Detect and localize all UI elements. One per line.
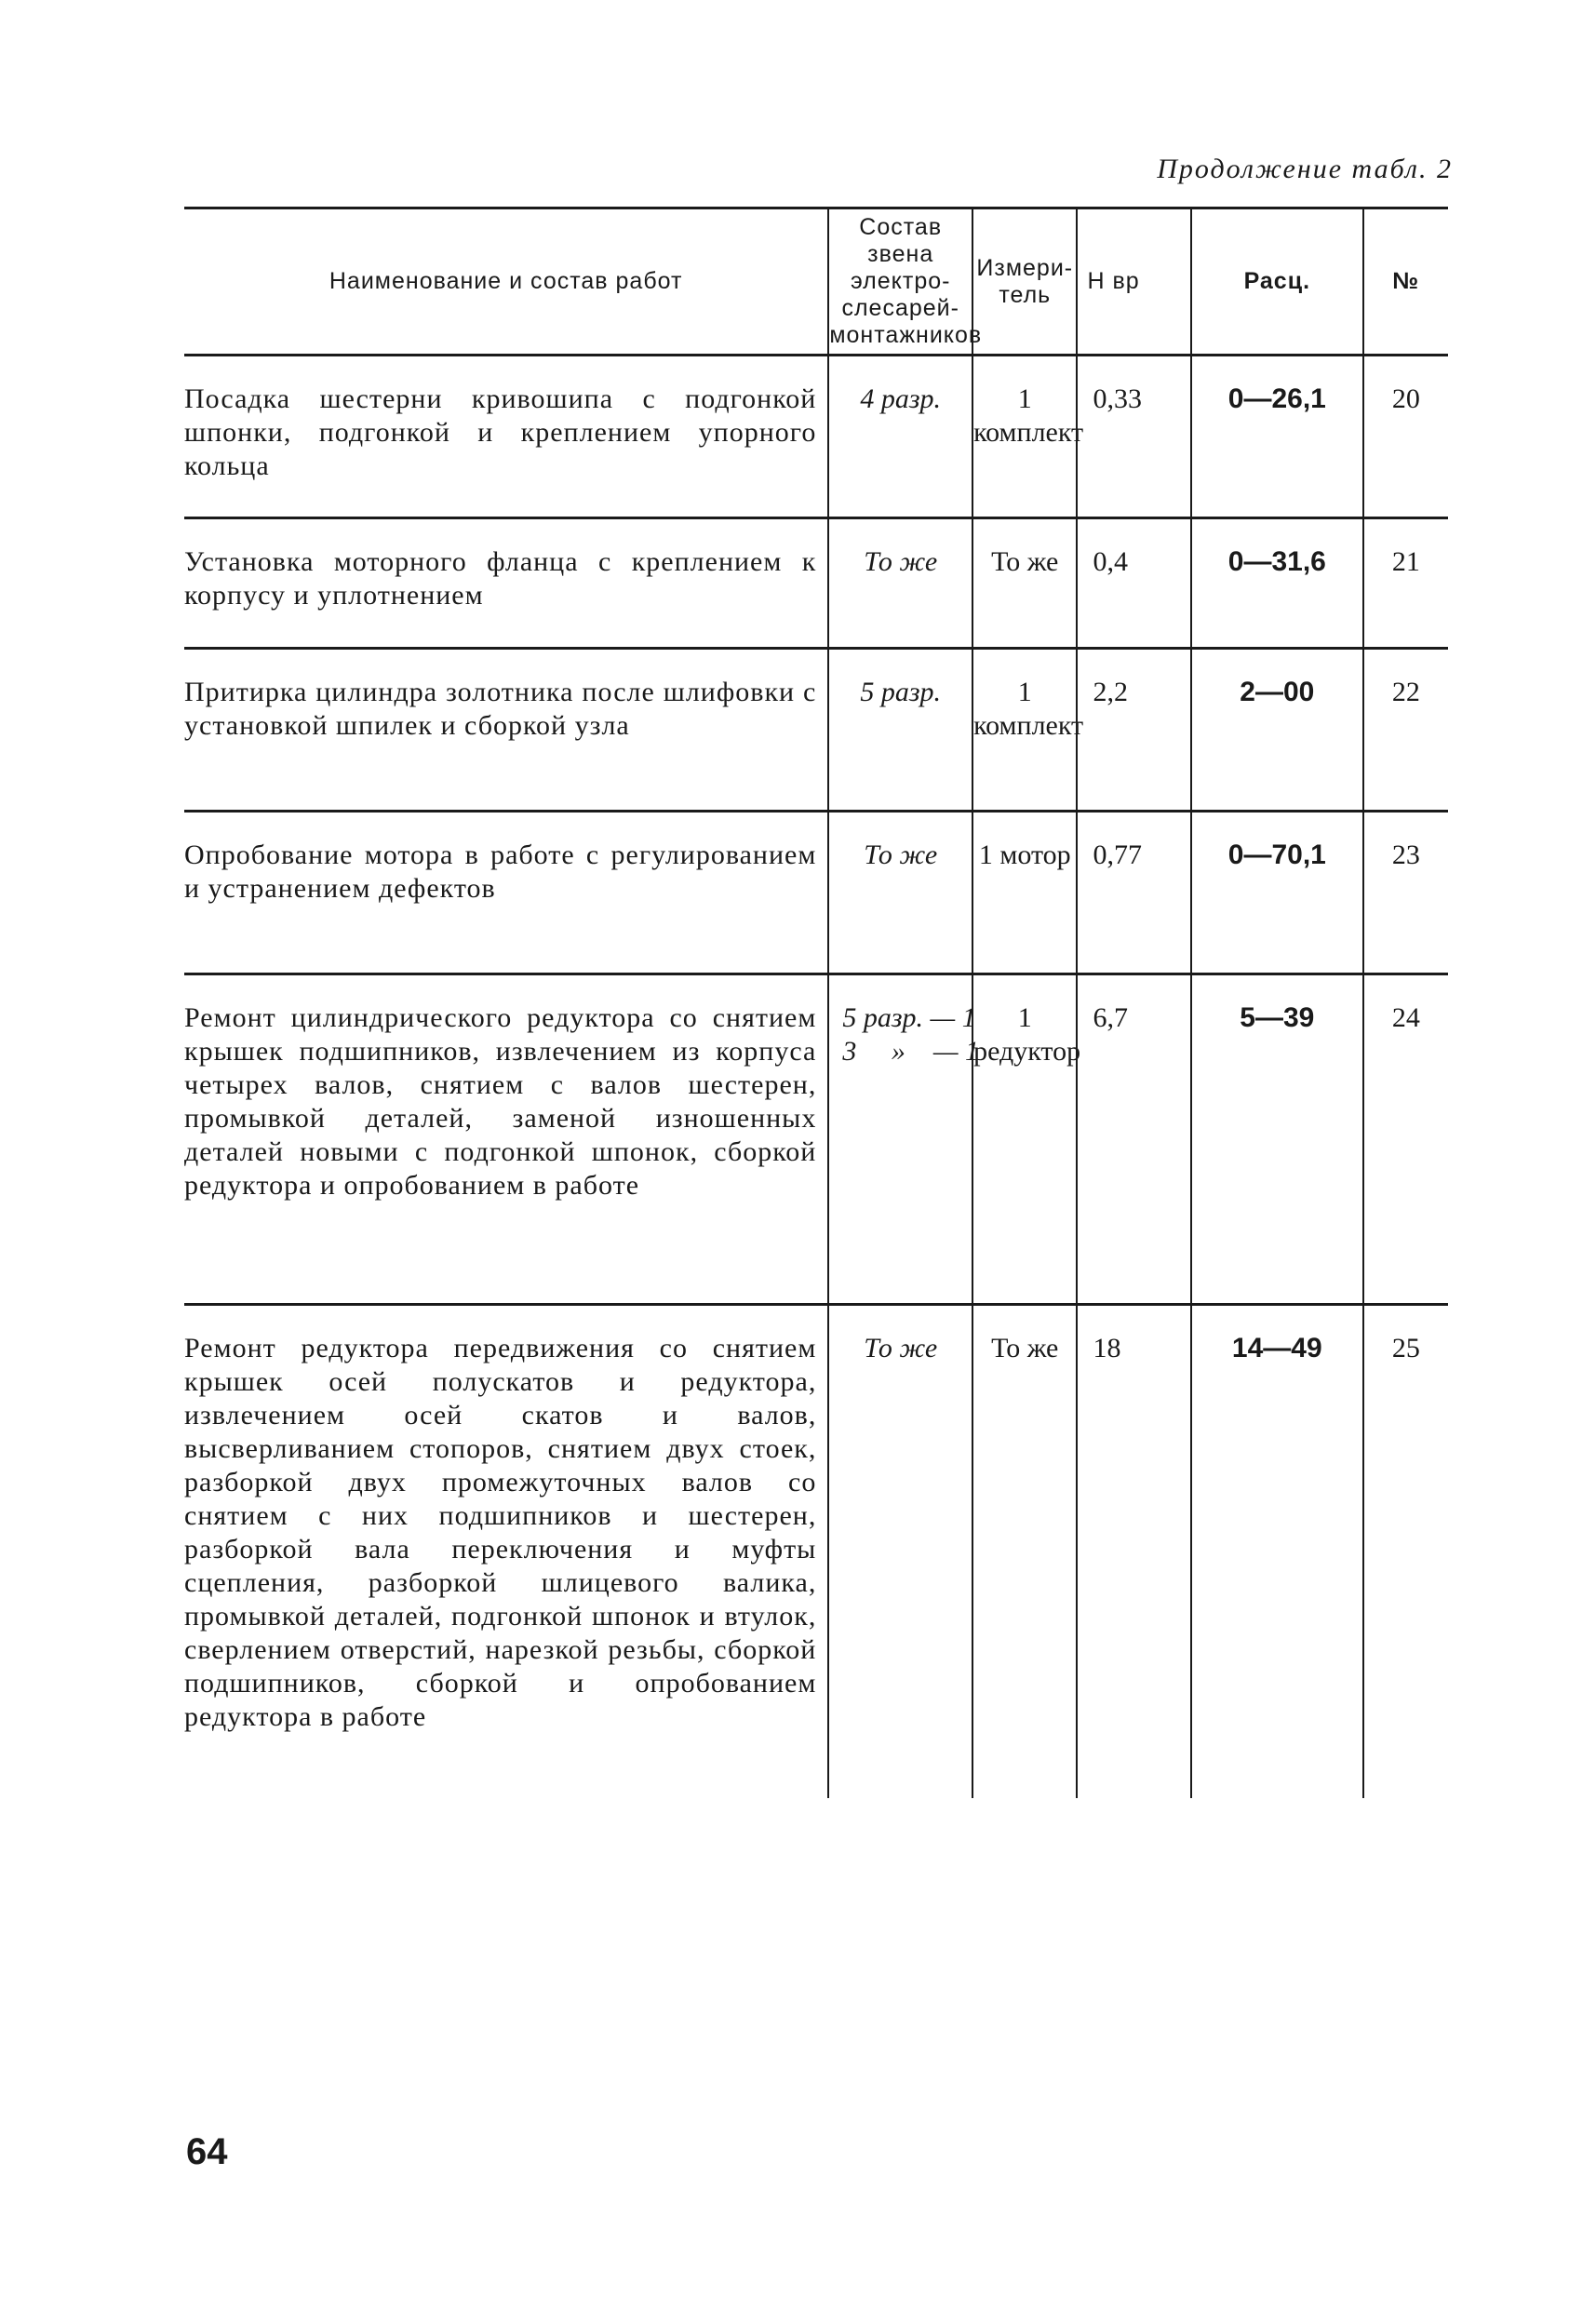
table-row <box>184 1305 1448 1798</box>
unit-of-measure: То же <box>972 1305 1077 1798</box>
header-num: № <box>1363 208 1448 356</box>
header-unit: Измери-тель <box>972 208 1077 356</box>
row-number: 22 <box>1363 649 1448 812</box>
work-norms-table <box>184 207 1448 1798</box>
crew-composition: То же <box>828 518 972 649</box>
work-description: Опробование мотора в работе с регулированием и устранением дефектов <box>184 839 817 904</box>
work-description: Ремонт редуктора передвижения со снятием крышек осей полускатов и редуктора, извлечением осей скатов и валов, высверливанием стопоров, снятием двух стоек, разборкой двух промежуточных валов со снятием с них подшипников и шестерен, разборкой вала переключения и муфты сцепления, разборкой шлицевого валика, промывкой деталей, подгонкой шпонок и втулок, сверлением отверстий, нарезкой резьбы, сборкой подшипников, сборкой и опробованием редуктора в работе <box>184 1333 817 1732</box>
header-rate: Расц. <box>1191 208 1363 356</box>
rate-value: 0—26,1 <box>1191 356 1363 518</box>
header-crew: Состав звена электро-слесарей-монтажников <box>828 208 972 356</box>
rate-value: 14—49 <box>1191 1305 1363 1798</box>
rate-value: 5—39 <box>1191 974 1363 1305</box>
unit-of-measure: 1 комплект <box>972 649 1077 812</box>
work-description: Притирка цилиндра золотника после шлифовки с установкой шпилек и сборкой узла <box>184 677 817 741</box>
time-norm: 0,33 <box>1077 356 1190 518</box>
time-norm: 6,7 <box>1077 974 1190 1305</box>
time-norm: 18 <box>1077 1305 1190 1798</box>
table-header-row <box>184 208 1448 356</box>
unit-of-measure: 1 комплект <box>972 356 1077 518</box>
unit-of-measure: 1 мотор <box>972 812 1077 974</box>
crew-composition: 5 разр. — 1 3 » — 1 <box>828 974 972 1305</box>
time-norm: 0,4 <box>1077 518 1190 649</box>
table-row <box>184 974 1448 1305</box>
crew-composition: 5 разр. <box>828 649 972 812</box>
rate-value: 2—00 <box>1191 649 1363 812</box>
header-hours: Н вр <box>1077 208 1190 356</box>
crew-composition: 4 разр. <box>828 356 972 518</box>
crew-composition: То же <box>828 812 972 974</box>
work-description: Посадка шестерни кривошипа с подгонкой шпонки, подгонкой и креплением упорного кольца <box>184 383 817 481</box>
table-row <box>184 812 1448 974</box>
time-norm: 0,77 <box>1077 812 1190 974</box>
rate-value: 0—70,1 <box>1191 812 1363 974</box>
row-number: 21 <box>1363 518 1448 649</box>
row-number: 24 <box>1363 974 1448 1305</box>
work-description: Ремонт цилиндрического редуктора со снятием крышек подшипников, извлечением из корпуса четырех валов, снятием с валов шестерен, промывкой деталей, заменой изношенных деталей новыми с подгонкой шпонок, сборкой редуктора и опробованием в работе <box>184 1002 817 1201</box>
work-description: Установка моторного фланца с креплением к корпусу и уплотнением <box>184 546 817 611</box>
unit-of-measure: 1 редуктор <box>972 974 1077 1305</box>
crew-composition: То же <box>828 1305 972 1798</box>
rate-value: 0—31,6 <box>1191 518 1363 649</box>
table-row <box>184 649 1448 812</box>
table-row <box>184 356 1448 518</box>
page-number: 64 <box>186 2131 228 2172</box>
row-number: 23 <box>1363 812 1448 974</box>
row-number: 25 <box>1363 1305 1448 1798</box>
row-number: 20 <box>1363 356 1448 518</box>
table-continuation-label: Продолжение табл. 2 <box>1157 154 1453 184</box>
table-row <box>184 518 1448 649</box>
unit-of-measure: То же <box>972 518 1077 649</box>
time-norm: 2,2 <box>1077 649 1190 812</box>
header-name: Наименование и состав работ <box>329 268 683 294</box>
